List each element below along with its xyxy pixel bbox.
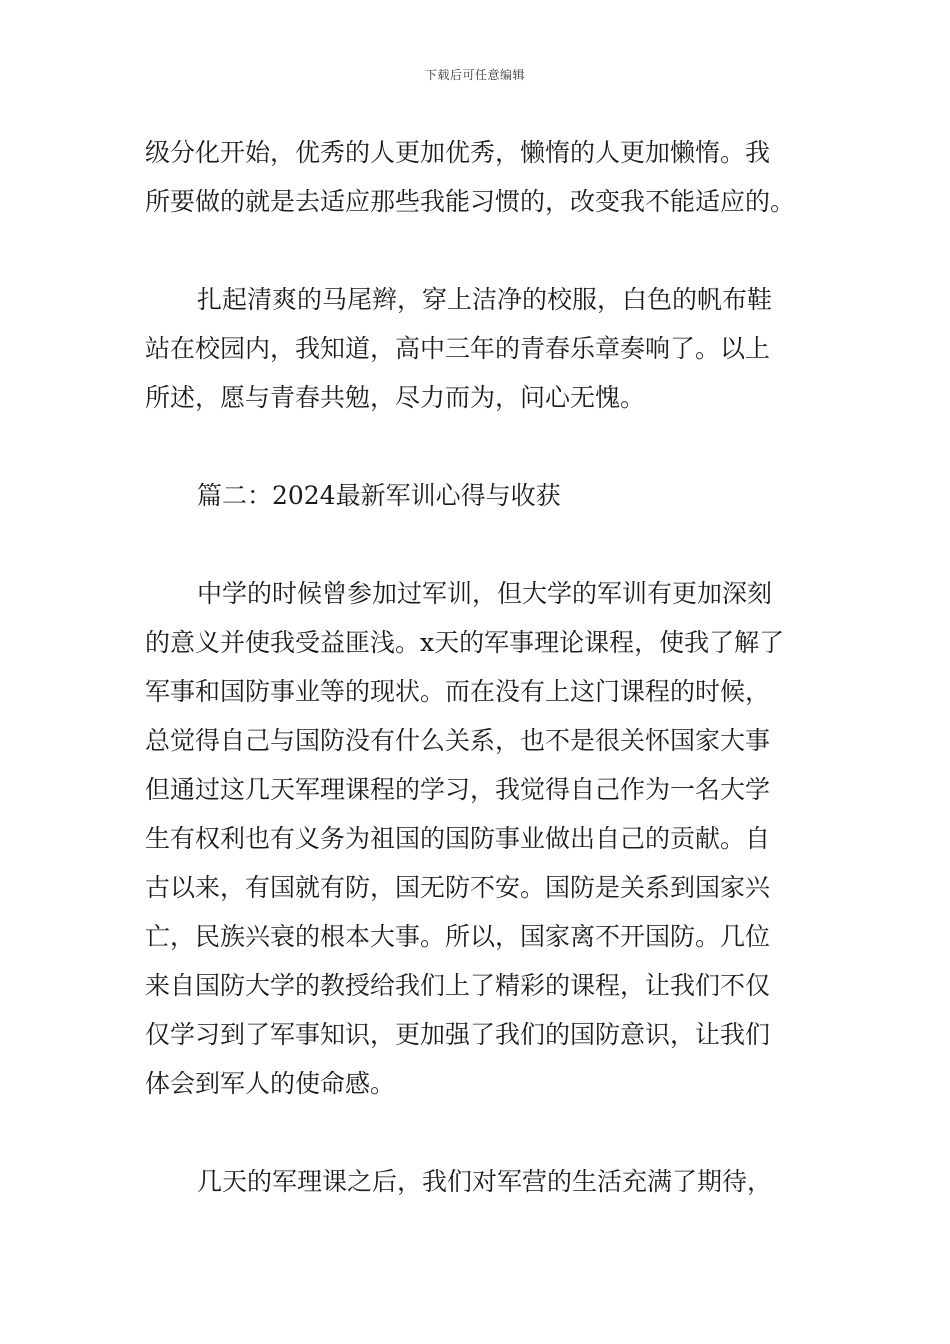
heading-line: 篇二：2024最新军训心得与收获 xyxy=(197,481,561,510)
text-line: 仅学习到了军事知识，更加强了我们的国防意识，让我们 xyxy=(145,1020,771,1049)
paragraph xyxy=(145,569,807,1108)
document-body xyxy=(145,128,807,1255)
page-header: 下载后可任意编辑 xyxy=(424,68,525,82)
text-line: 中学的时候曾参加过军训，但大学的军训有更加深刻 xyxy=(197,579,773,608)
text-line: 亡，民族兴衰的根本大事。所以，国家离不开国防。几位 xyxy=(145,922,771,951)
text-line: 生有权利也有义务为祖国的国防事业做出自己的贡献。自 xyxy=(145,824,771,853)
paragraph xyxy=(145,275,807,422)
text-line: 但通过这几天军理课程的学习，我觉得自己作为一名大学 xyxy=(145,775,771,804)
text-line: 几天的军理课之后，我们对军营的生活充满了期待， xyxy=(197,1167,773,1196)
section-heading xyxy=(145,471,807,520)
text-line: 体会到军人的使命感。 xyxy=(145,1069,396,1098)
paragraph xyxy=(145,1157,807,1206)
text-line: 古以来，有国就有防，国无防不安。国防是关系到国家兴 xyxy=(145,873,771,902)
text-line: 的意义并使我受益匪浅。x天的军事理论课程，使我了解了 xyxy=(145,628,785,657)
paragraph-continuation xyxy=(145,128,807,226)
text-line: 军事和国防事业等的现状。而在没有上这门课程的时候， xyxy=(145,677,771,706)
text-line: 所要做的就是去适应那些我能习惯的，改变我不能适应的。 xyxy=(145,187,796,216)
text-line: 级分化开始，优秀的人更加优秀，懒惰的人更加懒惰。我 xyxy=(145,138,771,167)
text-line: 站在校园内，我知道，高中三年的青春乐章奏响了。以上 xyxy=(145,334,771,363)
text-line: 扎起清爽的马尾辫，穿上洁净的校服，白色的帆布鞋 xyxy=(197,285,773,314)
text-line: 总觉得自己与国防没有什么关系，也不是很关怀国家大事 xyxy=(145,726,771,755)
text-line: 来自国防大学的教授给我们上了精彩的课程，让我们不仅 xyxy=(145,971,771,1000)
text-line: 所述，愿与青春共勉，尽力而为，问心无愧。 xyxy=(145,383,646,412)
